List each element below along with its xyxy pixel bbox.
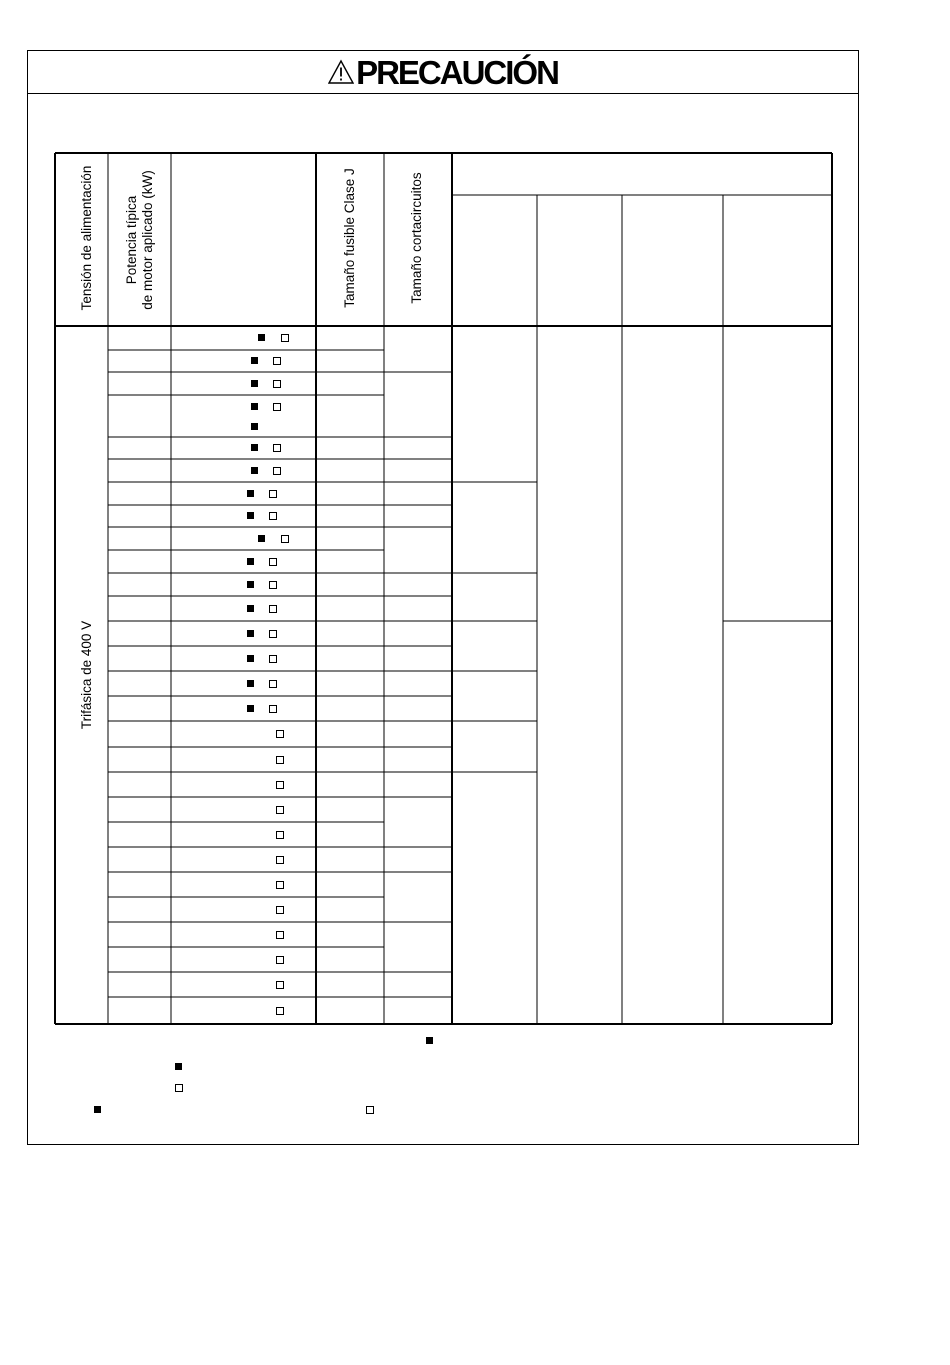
- row-marker-hollow-icon: [269, 490, 277, 498]
- row-marker-hollow-icon: [276, 881, 284, 889]
- header-voltage: Tensión de alimentación: [79, 165, 94, 311]
- row-marker-filled-icon: [247, 558, 254, 565]
- row-marker-hollow-icon: [276, 806, 284, 814]
- row-marker-filled-icon: [247, 490, 254, 497]
- row-marker-hollow-icon: [269, 680, 277, 688]
- row-marker-filled-icon: [247, 705, 254, 712]
- header-motor-power-line1: Potencia típica: [124, 195, 139, 285]
- row-marker-filled-icon: [251, 423, 258, 430]
- row-marker-filled-icon: [247, 581, 254, 588]
- row-marker-hollow-icon: [273, 380, 281, 388]
- header-motor-power: [124, 150, 156, 330]
- page-title: PRECAUCIÓN: [356, 53, 558, 91]
- row-marker-hollow-icon: [269, 605, 277, 613]
- row-marker-filled-icon: [247, 655, 254, 662]
- row-marker-filled-icon: [251, 444, 258, 451]
- row-marker-filled-icon: [251, 403, 258, 410]
- footnote-marker-hollow-icon: [175, 1084, 183, 1092]
- row-marker-hollow-icon: [269, 630, 277, 638]
- row-marker-filled-icon: [247, 605, 254, 612]
- row-marker-hollow-icon: [269, 558, 277, 566]
- row-marker-hollow-icon: [273, 357, 281, 365]
- row-marker-filled-icon: [247, 512, 254, 519]
- footnote-marker-filled-icon: [426, 1037, 433, 1044]
- row-marker-filled-icon: [247, 680, 254, 687]
- row-marker-hollow-icon: [276, 931, 284, 939]
- row-marker-filled-icon: [258, 334, 265, 341]
- row-marker-hollow-icon: [276, 981, 284, 989]
- row-marker-hollow-icon: [269, 705, 277, 713]
- row-marker-hollow-icon: [281, 535, 289, 543]
- row-marker-filled-icon: [251, 380, 258, 387]
- row-marker-filled-icon: [251, 467, 258, 474]
- footnote-marker-hollow-icon: [366, 1106, 374, 1114]
- row-marker-hollow-icon: [276, 856, 284, 864]
- row-marker-hollow-icon: [276, 730, 284, 738]
- row-marker-hollow-icon: [281, 334, 289, 342]
- row-marker-hollow-icon: [276, 906, 284, 914]
- row-marker-filled-icon: [251, 357, 258, 364]
- row-marker-hollow-icon: [276, 1007, 284, 1015]
- row-marker-hollow-icon: [269, 581, 277, 589]
- row-marker-hollow-icon: [276, 956, 284, 964]
- row-marker-hollow-icon: [276, 756, 284, 764]
- header-fuse: Tamaño fusible Clase J: [342, 168, 357, 308]
- footnote-marker-filled-icon: [175, 1063, 182, 1070]
- row-marker-hollow-icon: [269, 512, 277, 520]
- header-motor-power-line2: de motor aplicado (kW): [140, 170, 155, 310]
- header-breaker: Tamaño cortacircuitos: [409, 172, 424, 304]
- voltage-group-label: Trifásica de 400 V: [79, 620, 94, 730]
- row-marker-hollow-icon: [276, 781, 284, 789]
- row-marker-filled-icon: [258, 535, 265, 542]
- row-marker-hollow-icon: [273, 403, 281, 411]
- row-marker-hollow-icon: [273, 444, 281, 452]
- row-marker-filled-icon: [247, 630, 254, 637]
- row-marker-hollow-icon: [269, 655, 277, 663]
- row-marker-hollow-icon: [276, 831, 284, 839]
- row-marker-hollow-icon: [273, 467, 281, 475]
- footnote-marker-filled-icon: [94, 1106, 101, 1113]
